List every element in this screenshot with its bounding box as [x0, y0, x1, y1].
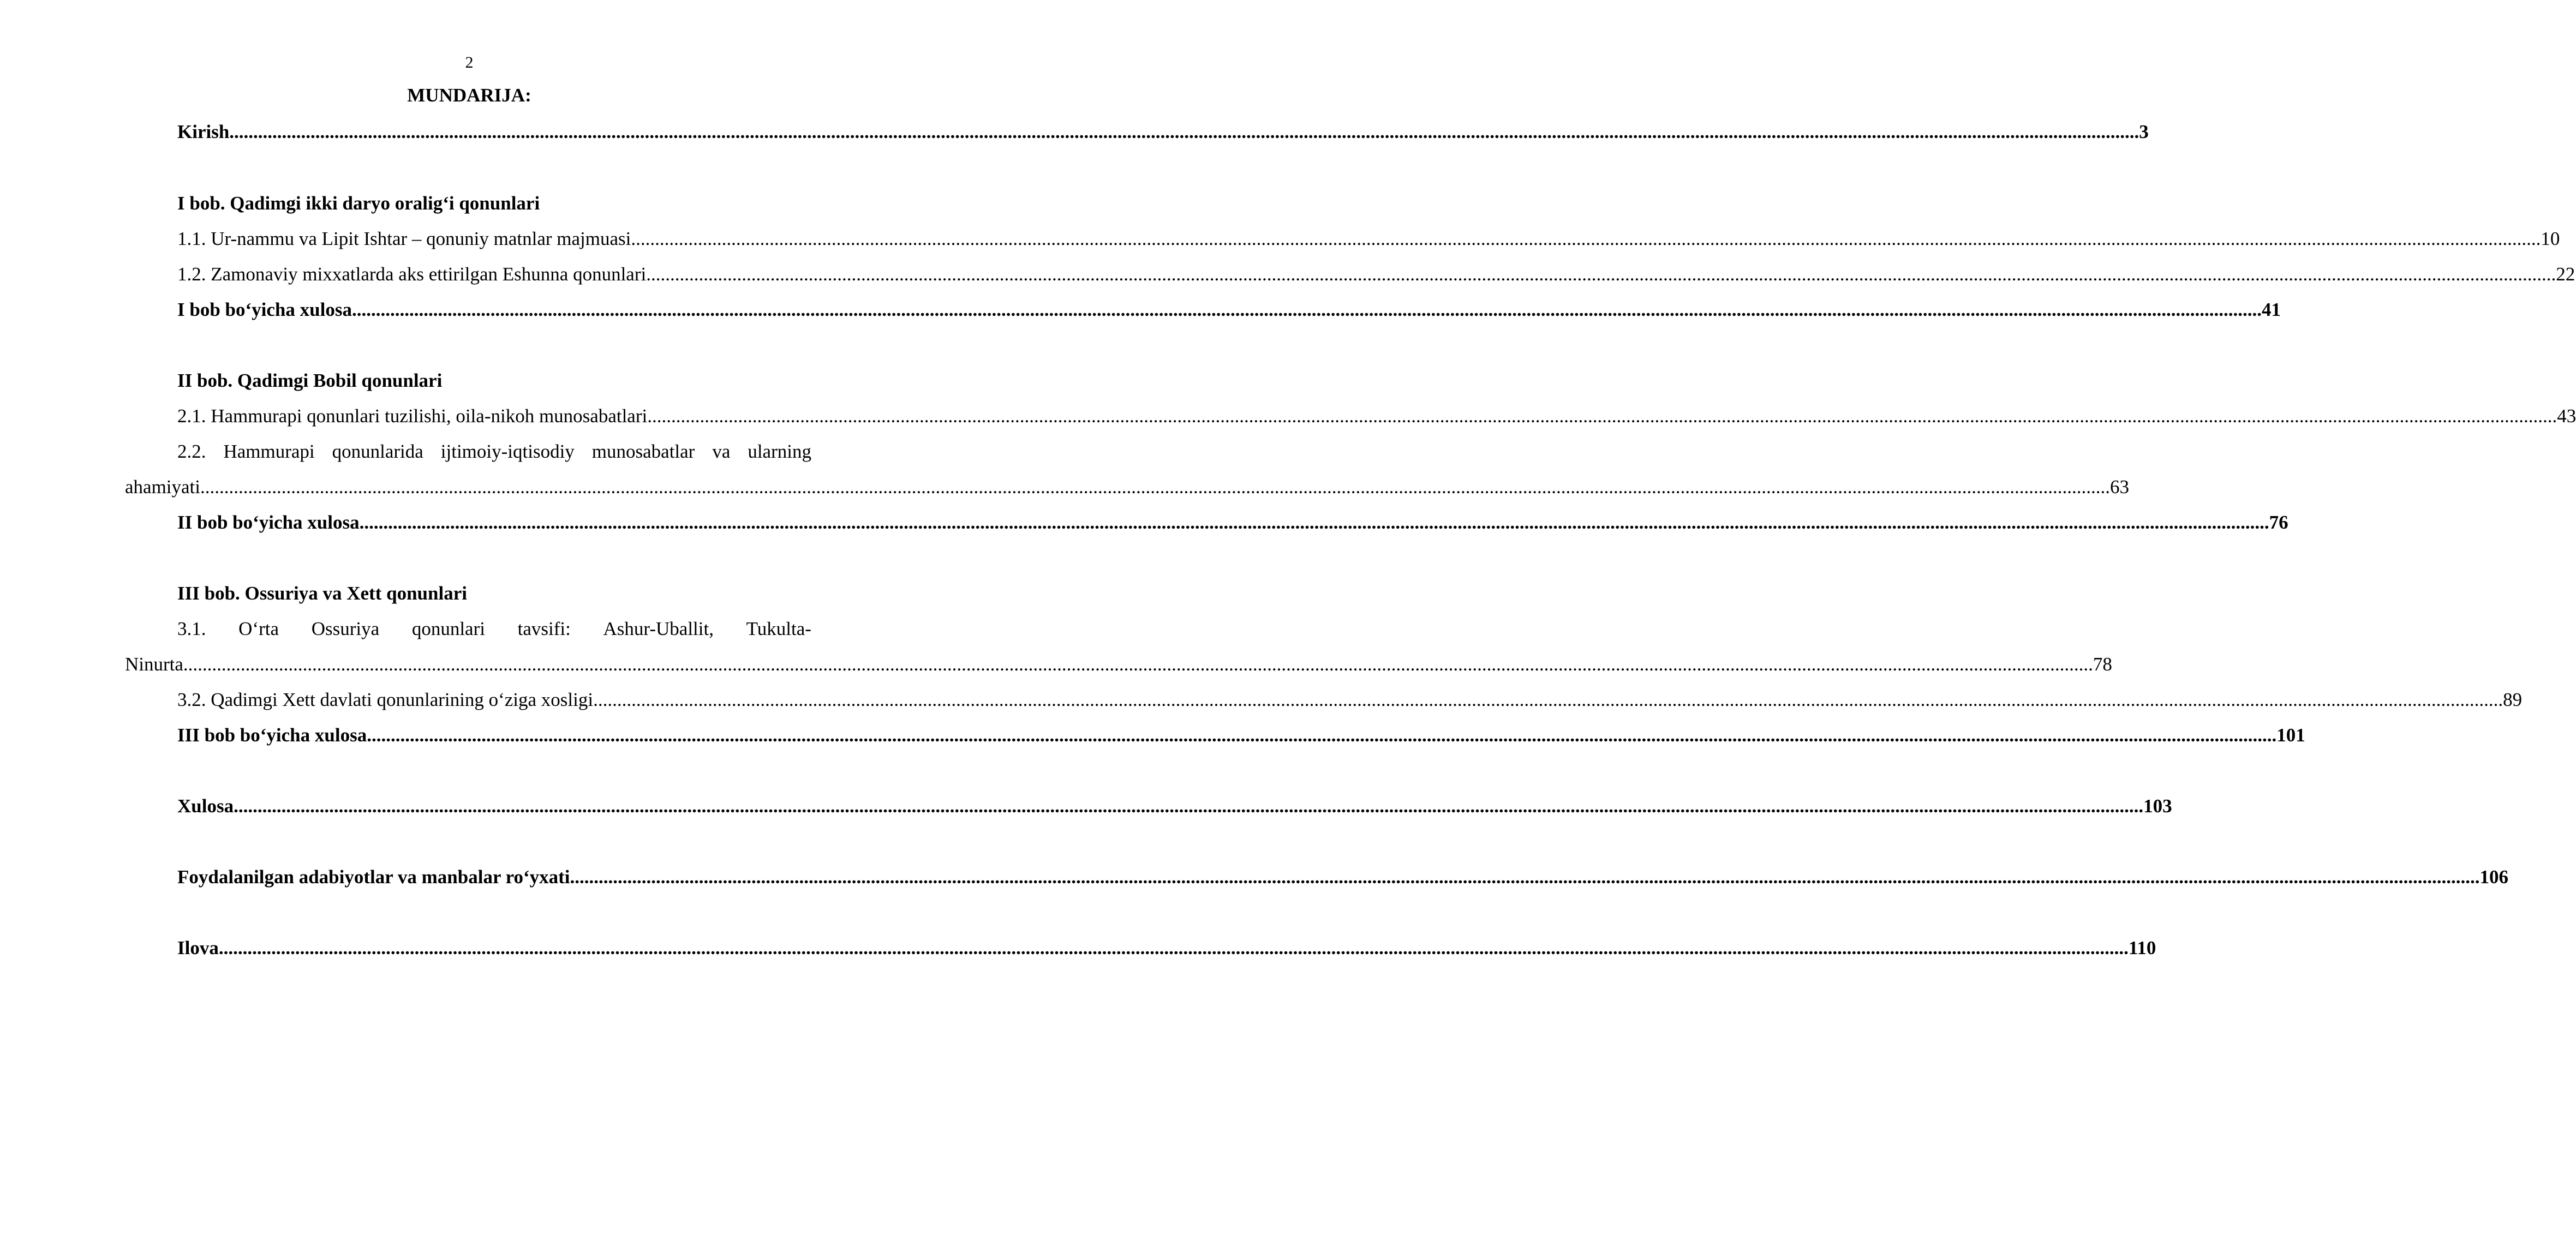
toc-entry-label: Xulosa	[177, 795, 234, 817]
toc-page-number: 78	[2093, 654, 2112, 675]
leader-dots: ................................................................................................................................................................................................................................................................................................................................................................................................................	[200, 476, 2111, 498]
toc-entry-1-1[interactable]	[177, 228, 2560, 250]
toc-entry-kirish[interactable]	[177, 121, 2149, 143]
toc-page-number: 22	[2556, 263, 2575, 285]
leader-dots: ................................................................................................................................................................................................................................................................................................................................................................................................................	[229, 121, 2139, 142]
toc-title: MUNDARIJA:	[407, 85, 531, 106]
leader-dots: ................................................................................................................................................................................................................................................................................................................................................................................................................	[234, 795, 2144, 817]
toc-entry-3-1-line2[interactable]	[125, 654, 2112, 675]
toc-entry-3-2[interactable]	[177, 689, 2523, 711]
toc-word: tavsifi:	[517, 618, 571, 639]
chapter-3-heading[interactable]: III bob. Ossuriya va Xett qonunlari	[177, 583, 467, 604]
toc-word: Ossuriya	[311, 618, 380, 639]
toc-entry-label: I bob bo‘yicha xulosa	[177, 299, 352, 320]
toc-page-number: 41	[2261, 299, 2281, 320]
toc-word: 2.2.	[177, 441, 206, 462]
toc-entry-xulosa[interactable]	[177, 795, 2172, 817]
toc-word: qonunlari	[411, 618, 485, 639]
leader-dots: ................................................................................................................................................................................................................................................................................................................................................................................................................	[570, 866, 2480, 888]
toc-entry-2-1[interactable]	[177, 405, 2576, 427]
toc-entry-label: 2.1. Hammurapi qonunlari tuzilishi, oila-nikoh munosabatlari	[177, 405, 648, 427]
toc-page-number: 3	[2139, 121, 2149, 142]
toc-page-number: 89	[2503, 689, 2523, 710]
toc-entry-label: 1.2. Zamonaviy mixxatlarda aks ettirilgan Eshunna qonunlari	[177, 263, 647, 285]
toc-entry-label: 1.1. Ur-nammu va Lipit Ishtar – qonuniy matnlar majmuasi	[177, 228, 631, 249]
toc-entry-label: 3.2. Qadimgi Xett davlati qonunlarining o‘ziga xosligi	[177, 689, 594, 710]
toc-page-number: 110	[2128, 937, 2156, 959]
toc-entry-label: Ilova	[177, 937, 219, 959]
toc-entry-2-2-line2[interactable]	[125, 476, 2130, 498]
toc-entry-1-2[interactable]	[177, 263, 2575, 285]
toc-word: ularning	[748, 441, 811, 462]
leader-dots: ................................................................................................................................................................................................................................................................................................................................................................................................................	[183, 654, 2093, 675]
toc-page-number: 76	[2269, 512, 2288, 533]
toc-page-number: 10	[2541, 228, 2560, 249]
toc-word: Tukulta-	[746, 618, 811, 639]
toc-entry-ch2-conclusion[interactable]	[177, 512, 2288, 534]
leader-dots: ................................................................................................................................................................................................................................................................................................................................................................................................................	[367, 724, 2277, 746]
toc-word: qonunlarida	[332, 441, 423, 462]
toc-entry-3-1-line1[interactable]	[177, 618, 811, 640]
toc-entry-bibliography[interactable]	[177, 866, 2509, 888]
toc-word: ijtimoiy-iqtisodiy	[440, 441, 575, 462]
toc-word: munosabatlar	[591, 441, 695, 462]
toc-word: Ashur-Uballit,	[603, 618, 714, 639]
toc-page-number: 101	[2276, 724, 2305, 746]
toc-entry-label: II bob bo‘yicha xulosa	[177, 512, 360, 533]
toc-entry-2-2-line1[interactable]	[177, 441, 811, 463]
leader-dots: ................................................................................................................................................................................................................................................................................................................................................................................................................	[631, 228, 2541, 249]
leader-dots: ................................................................................................................................................................................................................................................................................................................................................................................................................	[218, 937, 2129, 959]
toc-entry-ch1-conclusion[interactable]	[177, 299, 2281, 321]
toc-page-number: 106	[2479, 866, 2509, 888]
toc-word: 3.1.	[177, 618, 206, 639]
page-number: 2	[465, 53, 474, 71]
chapter-2-heading[interactable]: II bob. Qadimgi Bobil qonunlari	[177, 370, 443, 391]
toc-page-number: 103	[2143, 795, 2172, 817]
leader-dots: ................................................................................................................................................................................................................................................................................................................................................................................................................	[359, 512, 2269, 533]
leader-dots: ................................................................................................................................................................................................................................................................................................................................................................................................................	[351, 299, 2262, 320]
toc-page-number: 63	[2110, 476, 2130, 498]
chapter-1-heading[interactable]: I bob. Qadimgi ikki daryo oralig‘i qonunlari	[177, 193, 540, 214]
toc-word: Hammurapi	[223, 441, 315, 462]
toc-entry-label: Foydalanilgan adabiyotlar va manbalar ro‘yxati	[177, 866, 570, 888]
toc-word: O‘rta	[238, 618, 279, 639]
toc-entry-label: Kirish	[177, 121, 230, 142]
leader-dots: ................................................................................................................................................................................................................................................................................................................................................................................................................	[593, 689, 2503, 710]
toc-word: va	[712, 441, 731, 462]
leader-dots: ................................................................................................................................................................................................................................................................................................................................................................................................................	[646, 263, 2556, 285]
toc-entry-label: III bob bo‘yicha xulosa	[177, 724, 367, 746]
toc-entry-ch3-conclusion[interactable]	[177, 724, 2305, 746]
toc-entry-ilova[interactable]	[177, 937, 2156, 959]
leader-dots: ................................................................................................................................................................................................................................................................................................................................................................................................................	[647, 405, 2557, 427]
toc-page-number: 43	[2557, 405, 2576, 427]
toc-entry-label: ahamiyati	[125, 476, 201, 498]
toc-entry-label: Ninurta	[125, 654, 183, 675]
